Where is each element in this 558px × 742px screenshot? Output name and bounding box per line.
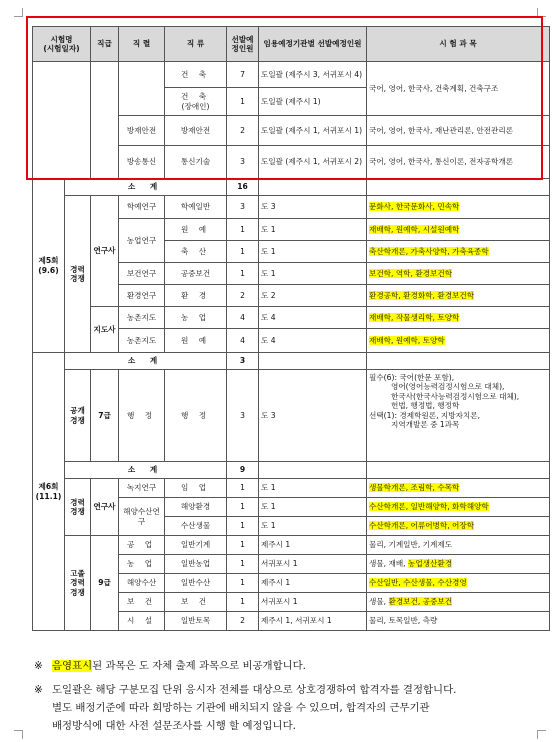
exam6-name: 제6회 (11.1) [33, 353, 65, 631]
crop-mark-bottom-left [14, 730, 23, 739]
note-highlight-legend: ※ 음영표시된 과목은 도 자체 출제 과목으로 비공개합니다. [34, 660, 306, 672]
table-row: 시 설 일반토목 2 제주시 1, 서귀포시 1 물리, 토목일반, 측량 [33, 612, 550, 631]
table-row: 해양수산연구 해양환경 1 도 1 수산학개론, 일반해양학, 화학해양학 [33, 498, 550, 517]
header-count: 선발예정인원 [227, 27, 259, 62]
table-row: 건 축 7 도일괄 (제주시 3, 서귀포시 4) 국어, 영어, 한국사, 건축계획, 건축구조 [33, 62, 550, 88]
table-row: 공개경쟁 7급 행 정 행 정 3 도 3 필수(6): 국어(한문 포함), 영어(영어능력검정시험으로 대체), 한국사(한국사능력검정시험으로 대체), 헌법, 행정법, 행정학 선택(1): 경제학원론, 지방자치론, 지역개발론 중 1과목 [33, 370, 550, 462]
table-row: 방송통신 통신기술 3 도일괄 (제주시 1, 서귀포시 2) 국어, 영어, 한국사, 통신이론, 전자공학개론 [33, 146, 550, 179]
note-province-wide: ※ 도일괄은 해당 구분모집 단위 응시자 전체를 대상으로 상호경쟁하여 합격자를 결정합니다. 별도 배정기준에 따라 희망하는 기관에 배치되지 않을 수 있으며, 합격자의 근무기관 배정방식에 대한 사전 설문조사를 시행 할 예정입니다. [34, 684, 457, 732]
header-exam: 시험명 (시험일자) [33, 27, 91, 62]
header-jikryeol: 직 렬 [119, 27, 165, 62]
table-row: 수산생물 1 도 1 수산학개론, 어류어병학, 어장학 [33, 517, 550, 536]
exam5-subtotal-row: 제5회 (9.6) 소 계 16 [33, 179, 550, 196]
table-row: 보 건 보 건 1 서귀포시 1 생물, 환경보건, 공중보건 [33, 593, 550, 612]
exam6-subtotal2-row: 소 계 9 [33, 462, 550, 479]
exam5-group: 경력경쟁 [65, 196, 91, 353]
exam-schedule-table [32, 26, 550, 631]
crop-mark-top-left [14, 8, 23, 17]
table-row: 경력경쟁 연구사 녹지연구 임 업 1 도 1 생물학개론, 조림학, 수목학 [33, 479, 550, 498]
table-row: 해양수산 일반수산 1 제주시 1 수산일반, 수산생물, 수산경영 [33, 574, 550, 593]
table-row: 방재안전 방재안전 2 도일괄 (제주시 1, 서귀포시 1) 국어, 영어, 한국사, 재난관리론, 안전관리론 [33, 116, 550, 146]
crop-mark-bottom-right [537, 730, 546, 739]
header-subjects: 시 험 과 목 [367, 27, 550, 62]
exam6-subtotal-row: 제6회 (11.1) 소 계 3 [33, 353, 550, 370]
crop-mark-top-right [537, 8, 546, 17]
table-row: 환경연구 환 경 2 도 2 환경공학, 환경화학, 환경보건학 [33, 285, 550, 307]
table-row: 축 산 1 도 1 축산학개론, 가축사양학, 가축육종학 [33, 241, 550, 263]
table-row: 고졸경력경쟁 9급 공 업 일반기계 1 제주시 1 물리, 기계일반, 기계제도 [33, 536, 550, 555]
exam6-subjects-list: 필수(6): 국어(한문 포함), 영어(영어능력검정시험으로 대체), 한국사(한국사능력검정시험으로 대체), 헌법, 행정법, 행정학 선택(1): 경제학원론, 지방자치론, 지역개발론 중 1과목 [367, 370, 550, 462]
table-row: 건 축 (장애인) 1 도일괄 (제주시 1) [33, 88, 550, 116]
table-row: 보건연구 공중보건 1 도 1 보건학, 역학, 환경보건학 [33, 263, 550, 285]
table-row: 경력경쟁 연구사 학예연구 학예일반 3 도 3 문화사, 한국문화사, 민속학 [33, 196, 550, 219]
table-header-row [33, 27, 550, 62]
table-row: 농업연구 원 예 1 도 1 재배학, 원예학, 시설원예학 [33, 219, 550, 241]
exam5-name: 제5회 (9.6) [33, 179, 65, 353]
table-row: 농촌지도 원 예 4 도 4 재배학, 원예학, 토양학 [33, 329, 550, 353]
header-jikryu: 직 류 [165, 27, 227, 62]
header-region: 임용예정기관별 선발예정인원 [259, 27, 367, 62]
table-row: 농 업 일반농업 1 서귀포시 1 생물, 재배, 농업생산환경 [33, 555, 550, 574]
table-row: 지도사 농촌지도 농 업 4 도 4 재배학, 작물생리학, 토양학 [33, 307, 550, 329]
header-rank: 직급 [91, 27, 119, 62]
